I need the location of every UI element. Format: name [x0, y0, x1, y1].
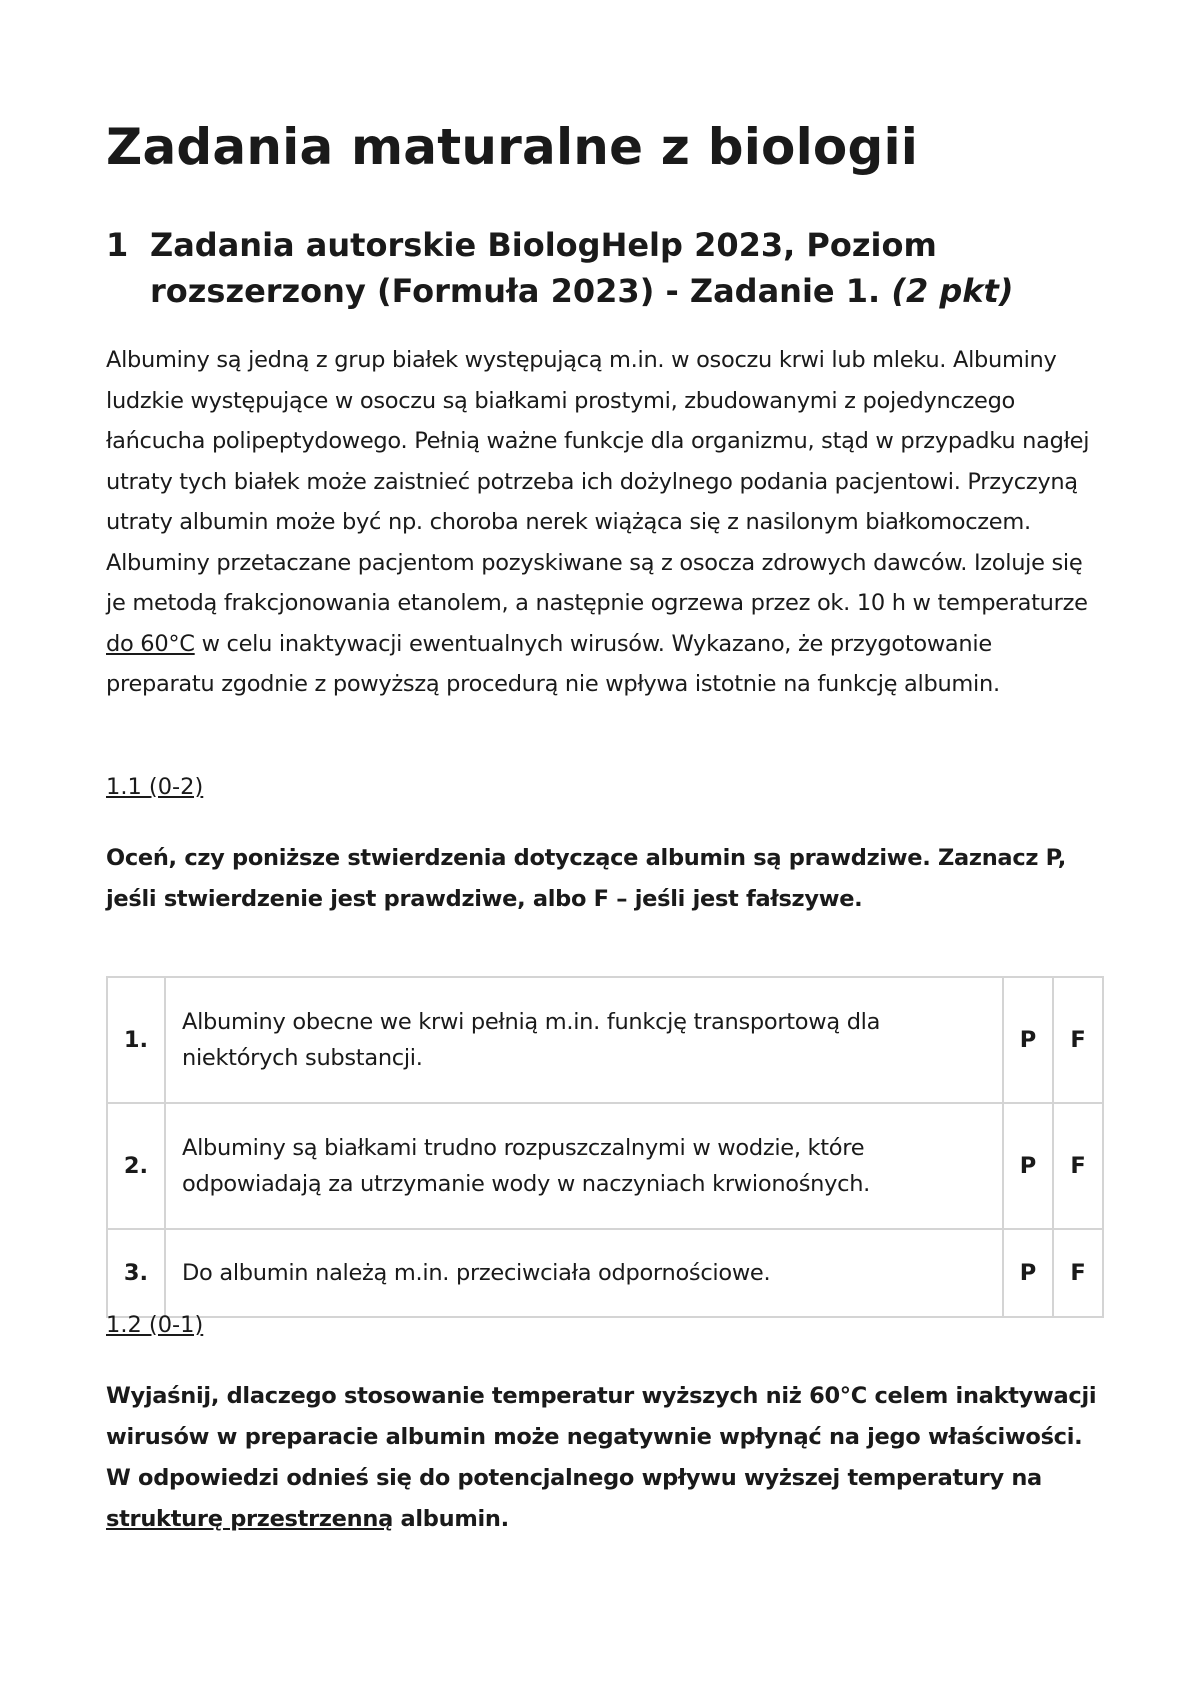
row-number: 2.	[107, 1103, 165, 1229]
q2-text-before: Wyjaśnij, dlaczego stosowanie temperatur wyższych niż 60°C celem inaktywacji wirusów w preparacie albumin może negatywnie wpłynąć na jego właściwości. W odpowiedzi odnieś się do potencjalnego wpływu wyższej temperatury na	[106, 1383, 1097, 1491]
section-heading	[106, 222, 1106, 314]
true-false-table	[106, 976, 1104, 1318]
question-1-1-label: 1.1 (0-2)	[106, 774, 204, 800]
section-points: (2 pkt)	[891, 272, 1014, 310]
table-row	[107, 977, 1103, 1103]
intro-text-before: Albuminy są jedną z grup białek występującą m.in. w osoczu krwi lub mleku. Albuminy ludzkie występujące w osoczu są białkami prostymi, zbudowanymi z pojedynczego łańcucha polipeptydowego. Pełnią ważne funkcje dla organizmu, stąd w przypadku nagłej utraty tych białek może zaistnieć potrzeba ich dożylnego podania pacjentowi. Przyczyną utraty albumin może być np. choroba nerek wiążąca się z nasilonym białkomoczem. Albuminy przetaczane pacjentom pozyskiwane są z osocza zdrowych dawców. Izoluje się je metodą frakcjonowania etanolem, a następnie ogrzewa przez ok. 10 h w temperaturze	[106, 347, 1090, 616]
section-number: 1	[106, 226, 129, 264]
statement-text: Albuminy obecne we krwi pełnią m.in. funkcję transportową dla niektórych substancji.	[165, 977, 1003, 1103]
question-1-1-instruction: Oceń, czy poniższe stwierdzenia dotyczące albumin są prawdziwe. Zaznacz P, jeśli stwierdzenie jest prawdziwe, albo F – jeśli jest fałszywe.	[106, 845, 1066, 912]
option-true[interactable]: P	[1003, 977, 1053, 1103]
q2-text-underlined: strukturę przestrzenną	[106, 1506, 393, 1532]
intro-text-after: w celu inaktywacji ewentualnych wirusów. Wykazano, że przygotowanie preparatu zgodnie z powyższą procedurą nie wpływa istotnie na funkcję albumin.	[106, 630, 1000, 697]
question-1-2-instruction	[106, 1376, 1106, 1540]
row-number: 1.	[107, 977, 165, 1103]
question-1-2-label: 1.2 (0-1)	[106, 1312, 204, 1338]
intro-temperature-underlined: do 60°C	[106, 630, 195, 657]
section-title: Zadania autorskie BiologHelp 2023, Poziom rozszerzony (Formuła 2023) - Zadanie 1.	[150, 226, 937, 310]
option-false[interactable]: F	[1053, 977, 1103, 1103]
option-true[interactable]: P	[1003, 1103, 1053, 1229]
table-row	[107, 1103, 1103, 1229]
option-false[interactable]: F	[1053, 1103, 1103, 1229]
statement-text: Albuminy są białkami trudno rozpuszczalnymi w wodzie, które odpowiadają za utrzymanie wody w naczyniach krwionośnych.	[165, 1103, 1003, 1229]
statement-text: Do albumin należą m.in. przeciwciała odpornościowe.	[165, 1229, 1003, 1317]
q2-text-after: albumin.	[400, 1506, 509, 1532]
row-number: 3.	[107, 1229, 165, 1317]
table-row	[107, 1229, 1103, 1317]
option-false[interactable]: F	[1053, 1229, 1103, 1317]
option-true[interactable]: P	[1003, 1229, 1053, 1317]
section-title-wrap	[150, 222, 1106, 314]
document-title: Zadania maturalne z biologii	[106, 118, 919, 176]
intro-paragraph	[106, 340, 1106, 705]
